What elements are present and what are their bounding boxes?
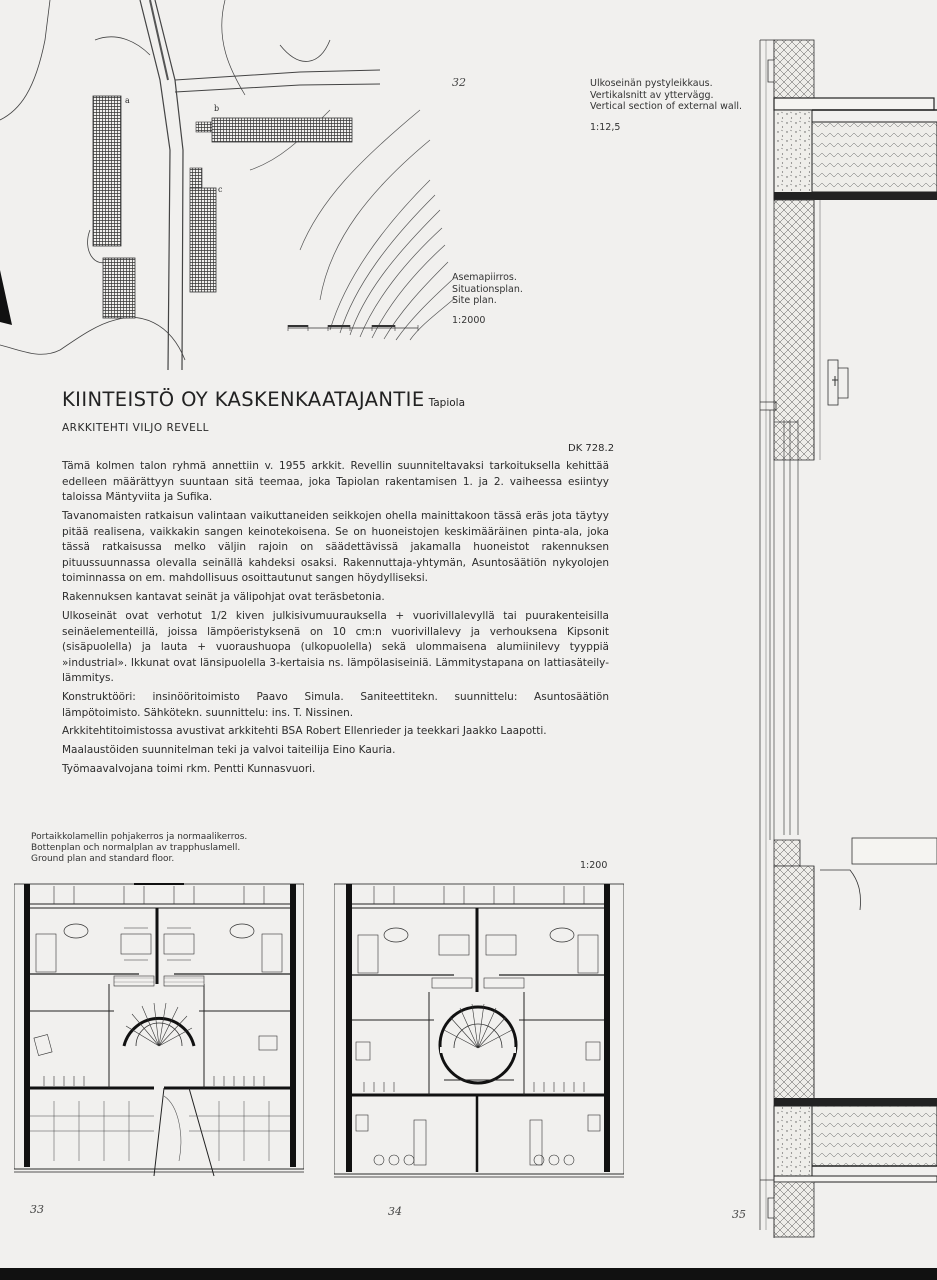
- building-label-b: b: [214, 104, 220, 113]
- article-paragraph: Maalaustöiden suunnitelman teki ja valvoi taiteilija Eino Kauria.: [62, 744, 396, 757]
- scan-bottom-edge: [0, 1268, 937, 1280]
- wall-section-caption: [590, 78, 742, 133]
- site-plan-drawing: [0, 0, 470, 380]
- ground-floor-plan-figure-number: 33: [30, 1203, 44, 1216]
- article-title: [62, 388, 465, 411]
- floor-plans-scale: 1:200: [580, 860, 608, 871]
- building-label-a: a: [125, 96, 130, 105]
- article-dk-code: DK 728.2: [568, 443, 615, 454]
- wall-section-caption-fi: Ulkoseinän pystyleikkaus.: [590, 78, 713, 89]
- ground-floor-plan-drawing: [14, 876, 304, 1196]
- floor-plans-caption-sv: Bottenplan och normalplan av trapphuslamell.: [31, 843, 241, 853]
- site-plan-caption-fi: Asemapiirros.: [452, 272, 517, 283]
- site-plan-caption: [452, 272, 523, 326]
- wall-section-caption-en: Vertical section of external wall.: [590, 101, 742, 112]
- floor-plans-caption-fi: Portaikkolamellin pohjakerros ja normaalikerros.: [31, 832, 248, 842]
- article-paragraph: Rakennuksen kantavat seinät ja välipohjat ovat teräsbetonia.: [62, 591, 385, 604]
- building-label-c: c: [218, 185, 223, 194]
- wall-section-figure-number: 35: [732, 1208, 746, 1221]
- site-plan-caption-en: Site plan.: [452, 295, 497, 306]
- wall-section-caption-sv: Vertikalsnitt av yttervägg.: [590, 89, 714, 101]
- floor-plans-caption: [31, 832, 247, 865]
- article-paragraph: Konstruktööri: insinööritoimisto Paavo Simula. Saniteettitekn. suunnittelu: Asuntosäätiön lämpötoimisto. Sähkötekn. suunnittelu: ins. T. Nissinen.: [62, 691, 609, 719]
- article-paragraph: Ulkoseinät ovat verhotut 1/2 kiven julkisivumuurauksella + vuorivillalevyllä tai puurakenteisilla seinäelementeillä, joissa lämpöeristyksenä on 10 cm:n vuorivillalevy ja verhouksena Kipsonit (sisäpuolella) ja lauta + vuoraushuopa (ulkopuolella) sekä ulommaisena alumiinilevy tyyppiä »industrial». Ikkunat ovat länsipuolella 3-kertaisia ns. lämpölasiseiniä. Lämmitystapana on lattiasäteily-lämmitys.: [62, 609, 609, 685]
- floor-plans-caption-en: Ground plan and standard floor.: [31, 854, 175, 864]
- article-body: [62, 459, 609, 781]
- site-plan-scale: 1:2000: [452, 314, 486, 326]
- article-title-place: Tapiola: [428, 397, 466, 409]
- wall-section-drawing: [740, 30, 937, 1245]
- article-paragraph: Tavanomaisten ratkaisun valintaan vaikuttaneiden seikkojen ohella mainittakoon tässä eräs jota täytyy pitää realisena, vaikkakin sangen keinotekoisena. Se on huoneistojen keskimääräinen pinta-ala, joka tässä ratkaisussa melko väljin rajoin on säädettävissä jakamalla huoneistot rakennuksen pituussuunnassa olevalla seinällä kahdeksi osaksi. Rakennuttaja-yhtymän, Asuntosäätiön nykyolojen toiminnassa on em. mahdollisuus osoittautunut sangen höydylliseksi.: [62, 509, 609, 585]
- article-paragraph: Tämä kolmen talon ryhmä annettiin v. 1955 arkkit. Revellin suunniteltavaksi tarkoituksella kehittää edelleen määrättyyn suuntaan sitä teemaa, joka Tapiolan rakentamisen 1. ja 2. vaiheessa esiintyy taloissa Mäntyviita ja Sufika.: [62, 460, 609, 504]
- standard-floor-plan-figure-number: 34: [388, 1205, 402, 1218]
- wall-section-scale: 1:12,5: [590, 121, 621, 133]
- site-plan-figure-number: 32: [452, 76, 466, 89]
- article-architect: ARKKITEHTI VILJO REVELL: [62, 422, 209, 434]
- article-paragraph: Työmaavalvojana toimi rkm. Pentti Kunnasvuori.: [62, 763, 316, 775]
- standard-floor-plan-drawing: [334, 880, 624, 1195]
- article-paragraph: Arkkitehtitoimistossa avustivat arkkitehti BSA Robert Ellenrieder ja teekkari Jaakko Laapotti.: [62, 725, 547, 738]
- site-plan-caption-sv: Situationsplan.: [452, 283, 523, 295]
- article-title-text: KIINTEISTÖ OY KASKENKAATAJANTIE: [62, 388, 425, 411]
